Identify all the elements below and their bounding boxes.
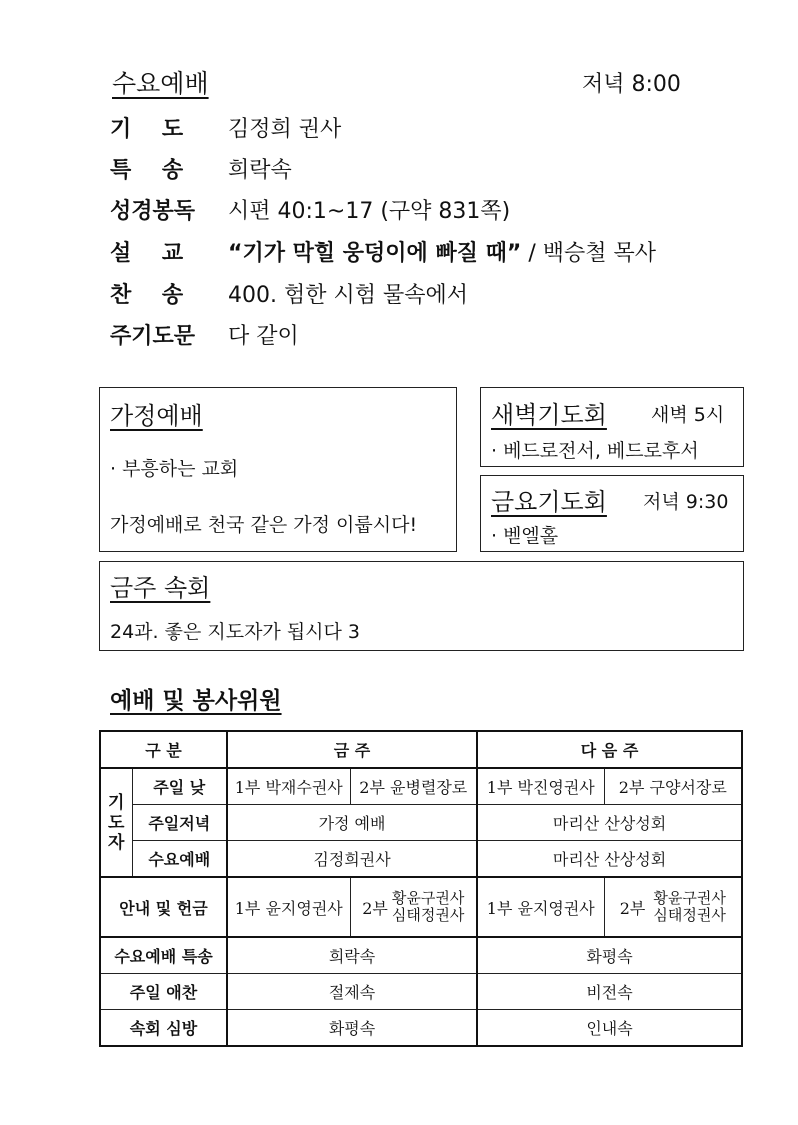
row-label: 안내 및 헌금 xyxy=(100,877,227,937)
table-row xyxy=(100,841,742,878)
table-row xyxy=(100,805,742,841)
wed-row-label: 주기도문 xyxy=(110,323,196,349)
table-row xyxy=(100,768,742,805)
cell-value: 1부 윤지영권사 xyxy=(477,877,604,937)
wed-row-scripture xyxy=(110,189,510,229)
cell-value: 인내속 xyxy=(477,1010,742,1047)
table-row xyxy=(100,1010,742,1047)
cell-value: 1부 박재수권사 xyxy=(227,768,350,805)
row-label: 주일 낮 xyxy=(132,768,227,805)
header-category: 구 분 xyxy=(100,731,227,768)
cell-meeting-item: 24과. 좋은 지도자가 됩시다 3 xyxy=(110,621,361,643)
family-worship-box xyxy=(99,387,457,552)
family-worship-slogan: 가정예배로 천국 같은 가정 이룹시다! xyxy=(110,514,418,536)
cell-value: 1부 박진영권사 xyxy=(477,768,604,805)
cell-value xyxy=(350,877,477,937)
friday-prayer-title: 금요기도회 xyxy=(491,488,607,516)
cell-meeting-title: 금주 속회 xyxy=(110,574,211,602)
cell-value: 2부 구양서장로 xyxy=(604,768,742,805)
table-row xyxy=(100,974,742,1010)
header-this-week: 금 주 xyxy=(227,731,477,768)
sermon-title: “기가 막힐 웅덩이에 빠질 때” xyxy=(228,240,522,266)
wed-row-hymn xyxy=(110,273,468,313)
table-row xyxy=(100,877,742,937)
usher-name: 황윤구권사 xyxy=(391,889,465,907)
committee-title: 예배 및 봉사위원 xyxy=(110,688,282,714)
committee-table xyxy=(99,730,743,1047)
wed-row-value: 다 같이 xyxy=(228,323,299,349)
row-label: 수요예배 xyxy=(132,841,227,878)
wed-row-value: 400. 험한 시험 물속에서 xyxy=(228,282,468,308)
cell-value: 화평속 xyxy=(477,937,742,974)
cell-value: 절제속 xyxy=(227,974,477,1010)
wed-row-label: 성경봉독 xyxy=(110,198,196,224)
dawn-prayer-box xyxy=(480,387,744,467)
usher-part-prefix: 2부 xyxy=(619,898,646,918)
cell-value: 마리산 산상성회 xyxy=(477,841,742,878)
prayer-group-label: 기 도 자 xyxy=(100,768,132,877)
usher-name: 심태정권사 xyxy=(653,906,726,924)
friday-prayer-item: · 벧엘홀 xyxy=(491,525,559,547)
wed-row-value xyxy=(228,236,656,267)
cell-value: 가정 예배 xyxy=(227,805,477,841)
family-worship-title: 가정예배 xyxy=(110,402,203,430)
cell-value xyxy=(604,877,742,937)
wed-row-label: 특 송 xyxy=(110,157,184,183)
wednesday-service-title: 수요예배 xyxy=(112,69,209,98)
dawn-prayer-title: 새벽기도회 xyxy=(491,401,607,429)
cell-value: 비전속 xyxy=(477,974,742,1010)
cell-value: 화평속 xyxy=(227,1010,477,1047)
usher-part-prefix: 2부 xyxy=(362,898,388,918)
cell-meeting-box xyxy=(99,561,744,651)
table-row xyxy=(100,937,742,974)
wed-row-prayer xyxy=(110,107,341,147)
wed-row-label: 설 교 xyxy=(110,240,184,266)
wed-row-special-song xyxy=(110,148,292,188)
wednesday-service-time: 저녁 8:00 xyxy=(582,72,681,97)
cell-value: 2부 윤병렬장로 xyxy=(350,768,477,805)
usher-name: 황윤구권사 xyxy=(653,889,726,907)
wed-row-value: 김정희 권사 xyxy=(228,116,342,142)
row-label: 속회 심방 xyxy=(100,1010,227,1047)
header-next-week: 다 음 주 xyxy=(477,731,742,768)
cell-value: 마리산 산상성회 xyxy=(477,805,742,841)
cell-value: 희락속 xyxy=(227,937,477,974)
wed-row-label: 기 도 xyxy=(110,116,184,142)
usher-name: 심태정권사 xyxy=(391,906,465,924)
cell-value: 김정희권사 xyxy=(227,841,477,878)
cell-value: 1부 윤지영권사 xyxy=(227,877,350,937)
row-label: 주일 애찬 xyxy=(100,974,227,1010)
dawn-prayer-item: · 베드로전서, 베드로후서 xyxy=(491,440,699,462)
sermon-preacher: / 백승철 목사 xyxy=(521,240,656,266)
wed-row-value: 희락속 xyxy=(228,157,292,183)
family-worship-item: · 부흥하는 교회 xyxy=(110,458,239,480)
friday-prayer-box xyxy=(480,475,744,552)
wed-row-label: 찬 송 xyxy=(110,282,184,308)
wed-row-sermon xyxy=(110,231,656,271)
dawn-prayer-time: 새벽 5시 xyxy=(651,404,725,426)
table-header-row xyxy=(100,731,742,768)
friday-prayer-time: 저녁 9:30 xyxy=(643,491,729,513)
row-label: 수요예배 특송 xyxy=(100,937,227,974)
wed-row-lords-prayer xyxy=(110,314,299,354)
wed-row-value: 시편 40:1~17 (구약 831쪽) xyxy=(228,198,511,224)
row-label: 주일저녁 xyxy=(132,805,227,841)
